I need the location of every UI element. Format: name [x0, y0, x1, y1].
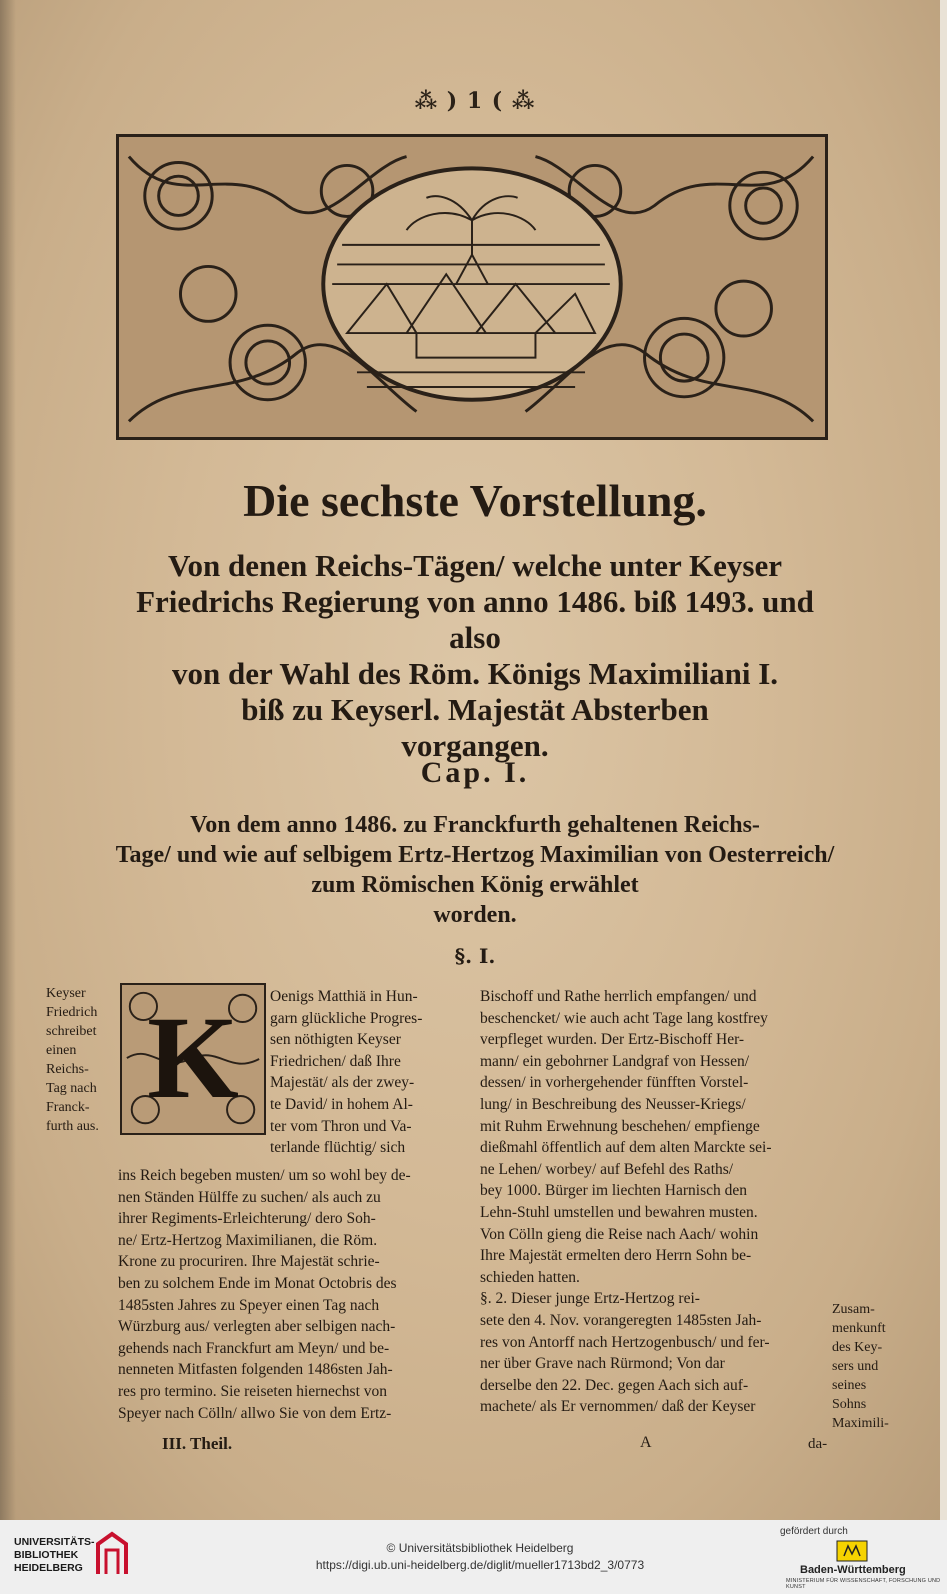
margin-note-right	[832, 1300, 902, 1433]
margin-note-line: Friedrich	[46, 1005, 98, 1020]
dropcap-initial	[120, 983, 266, 1135]
subheading-line: vorgangen.	[401, 728, 549, 763]
text-line: sen nöthigten Keyser	[270, 1031, 401, 1049]
text-line: nenneten Mitfasten folgenden 1486sten Jah-	[118, 1361, 393, 1379]
margin-note-line: schreibet	[46, 1024, 97, 1039]
margin-note-line: Zusam-	[832, 1302, 875, 1317]
text-line: Würzburg aus/ verlegten aber selbigen nach-	[118, 1318, 396, 1336]
text-column-left-top	[270, 986, 460, 1159]
signature-mark: A	[640, 1434, 652, 1451]
chapter-title-line: worden.	[433, 902, 517, 928]
text-line: beschencket/ wie auch acht Tage lang kostfrey	[480, 1009, 768, 1027]
text-line: res pro termino. Sie reiseten hiernechst von	[118, 1382, 388, 1400]
text-line: dießmahl öffentlich auf dem alten Marckte sei-	[480, 1139, 772, 1157]
chapter-title-line: zum Römischen König erwählet	[311, 872, 639, 898]
subheading-line: Friedrichs Regierung von anno 1486. biß 1493. und also	[136, 584, 814, 655]
text-line: Lehn-Stuhl umstellen und bewahren musten.	[480, 1203, 758, 1221]
text-line: dessen/ in vorhergehender fünfften Vorstel-	[480, 1074, 749, 1092]
margin-note-line: furth aus.	[46, 1119, 99, 1134]
margin-note-line: des Key-	[832, 1340, 883, 1355]
text-line: mit Ruhm Erwehnung beschehen/ empfienge	[480, 1117, 760, 1135]
text-line: Bischoff und Rathe herrlich empfangen/ und	[480, 988, 757, 1005]
subheading-line: von der Wahl des Röm. Königs Maximiliani I.	[171, 656, 779, 691]
library-name-line: UNIVERSITÄTS-	[14, 1536, 95, 1548]
text-line: Speyer nach Cölln/ allwo Sie von dem Ertz-	[118, 1404, 392, 1422]
text-line: Krone zu procuriren. Ihre Majestät schrie-	[118, 1253, 380, 1271]
text-column-left-bottom	[118, 1165, 460, 1424]
text-line: sete den 4. Nov. vorangeregten 1485sten Jah-	[480, 1311, 762, 1329]
text-line: mann/ ein gebohrner Landgraf von Hessen/	[480, 1052, 750, 1070]
chapter-title-line: Von dem anno 1486. zu Franckfurth gehaltenen Reichs-	[190, 812, 760, 838]
margin-note-line: Reichs-	[46, 1062, 89, 1077]
chapter-label: Cap. I.	[420, 756, 530, 789]
text-line: ter vom Thron und Va-	[270, 1117, 412, 1135]
text-line: Friedrichen/ daß Ihre	[270, 1052, 401, 1070]
margin-note-line: Franck-	[46, 1100, 90, 1115]
text-line: garn glückliche Progres-	[270, 1009, 423, 1027]
text-line: res von Antorff nach Hertzogenbusch/ und fer-	[480, 1333, 770, 1351]
margin-note-line: menkunft	[832, 1321, 886, 1336]
margin-note-line: Keyser	[46, 986, 86, 1001]
volume-label: III. Theil.	[162, 1434, 233, 1453]
margin-note-line: sers und	[832, 1359, 879, 1374]
funded-by-label: gefördert durch	[780, 1526, 848, 1537]
text-column-right	[480, 986, 825, 1418]
permalink-url[interactable]: https://digi.ub.uni-heidelberg.de/diglit/mueller1713bd2_3/0773	[315, 1558, 645, 1572]
subheading-line: biß zu Keyserl. Majestät Absterben	[241, 692, 709, 727]
page-number: ⁂ ) 1 ( ⁂	[414, 88, 536, 114]
text-line: ner über Grave nach Rürmond; Von dar	[480, 1355, 725, 1373]
text-line: Von Cölln gieng die Reise nach Aach/ wohin	[480, 1225, 759, 1243]
text-line: ne Lehen/ worbey/ auf Befehl des Raths/	[480, 1160, 734, 1178]
text-line: gehends nach Franckfurt am Meyn/ und be-	[118, 1339, 390, 1357]
text-line: ne/ Ertz-Hertzog Maximilianen, die Röm.	[118, 1231, 378, 1249]
margin-note-line: seines	[832, 1378, 867, 1393]
ub-heidelberg-logo-icon[interactable]	[94, 1530, 130, 1578]
section-mark: §. I.	[454, 944, 496, 968]
text-line: Oenigs Matthiä in Hun-	[270, 988, 418, 1005]
text-line: lung/ in Beschreibung des Neusser-Kriegs/	[480, 1095, 746, 1113]
chapter-title-line: Tage/ und wie auf selbigem Ertz-Hertzog Maximilian von Oesterreich/	[115, 842, 835, 868]
viewer-footer-bar	[0, 1520, 947, 1594]
dropcap-letter: K	[147, 992, 239, 1123]
margin-note-line: Tag nach	[46, 1081, 97, 1096]
baden-wuerttemberg-emblem-icon	[836, 1540, 868, 1562]
text-line: ins Reich begeben musten/ um so wohl bey de-	[118, 1167, 411, 1184]
funder-ministry: MINISTERIUM FÜR WISSENSCHAFT, FORSCHUNG UND KUNST	[786, 1578, 941, 1590]
library-name-line: HEIDELBERG	[14, 1562, 83, 1574]
catchword: da-	[808, 1436, 828, 1452]
text-line: ihrer Regiments-Erleichterung/ dero Soh-	[118, 1210, 376, 1228]
text-line: te David/ in hohem Al-	[270, 1095, 413, 1113]
copyright-notice: © Universitätsbibliothek Heidelberg	[386, 1541, 574, 1555]
text-line: verpfleget wurden. Der Ertz-Bischoff Her-	[480, 1031, 745, 1049]
library-logo-text[interactable]	[14, 1536, 95, 1575]
page-subheading	[110, 548, 840, 764]
page-heading: Die sechste Vorstellung.	[243, 475, 707, 526]
funder-name: Baden-Württemberg	[800, 1564, 906, 1576]
margin-note-line: Sohns	[832, 1397, 867, 1412]
margin-note-line: einen	[46, 1043, 77, 1058]
text-line: Majestät/ als der zwey-	[270, 1074, 415, 1092]
margin-note-line: Maximili-	[832, 1416, 889, 1431]
text-line: Ihre Majestät ermelten dero Herrn Sohn be-	[480, 1247, 752, 1265]
text-line: nen Ständen Hülffe zu suchen/ als auch zu	[118, 1188, 381, 1206]
text-line: terlande flüchtig/ sich	[270, 1139, 406, 1157]
margin-note-left	[46, 984, 120, 1136]
chapter-title	[110, 810, 840, 930]
text-line: machete/ als Er vernommen/ daß der Keyser	[480, 1398, 756, 1416]
text-line: 1485sten Jahres zu Speyer einen Tag nach	[118, 1296, 380, 1314]
text-line: §. 2. Dieser junge Ertz-Hertzog rei-	[480, 1290, 700, 1308]
subheading-line: Von denen Reichs-Tägen/ welche unter Keyser	[168, 548, 782, 583]
text-line: schieden hatten.	[480, 1268, 580, 1286]
woodcut-ornament-icon	[116, 134, 828, 440]
text-line: derselbe den 22. Dec. gegen Aach sich auf-	[480, 1376, 749, 1394]
text-line: ben zu solchem Ende im Monat Octobris des	[118, 1274, 397, 1292]
library-name-line: BIBLIOTHEK	[14, 1549, 79, 1561]
text-line: bey 1000. Bürger im liechten Harnisch den	[480, 1182, 748, 1200]
